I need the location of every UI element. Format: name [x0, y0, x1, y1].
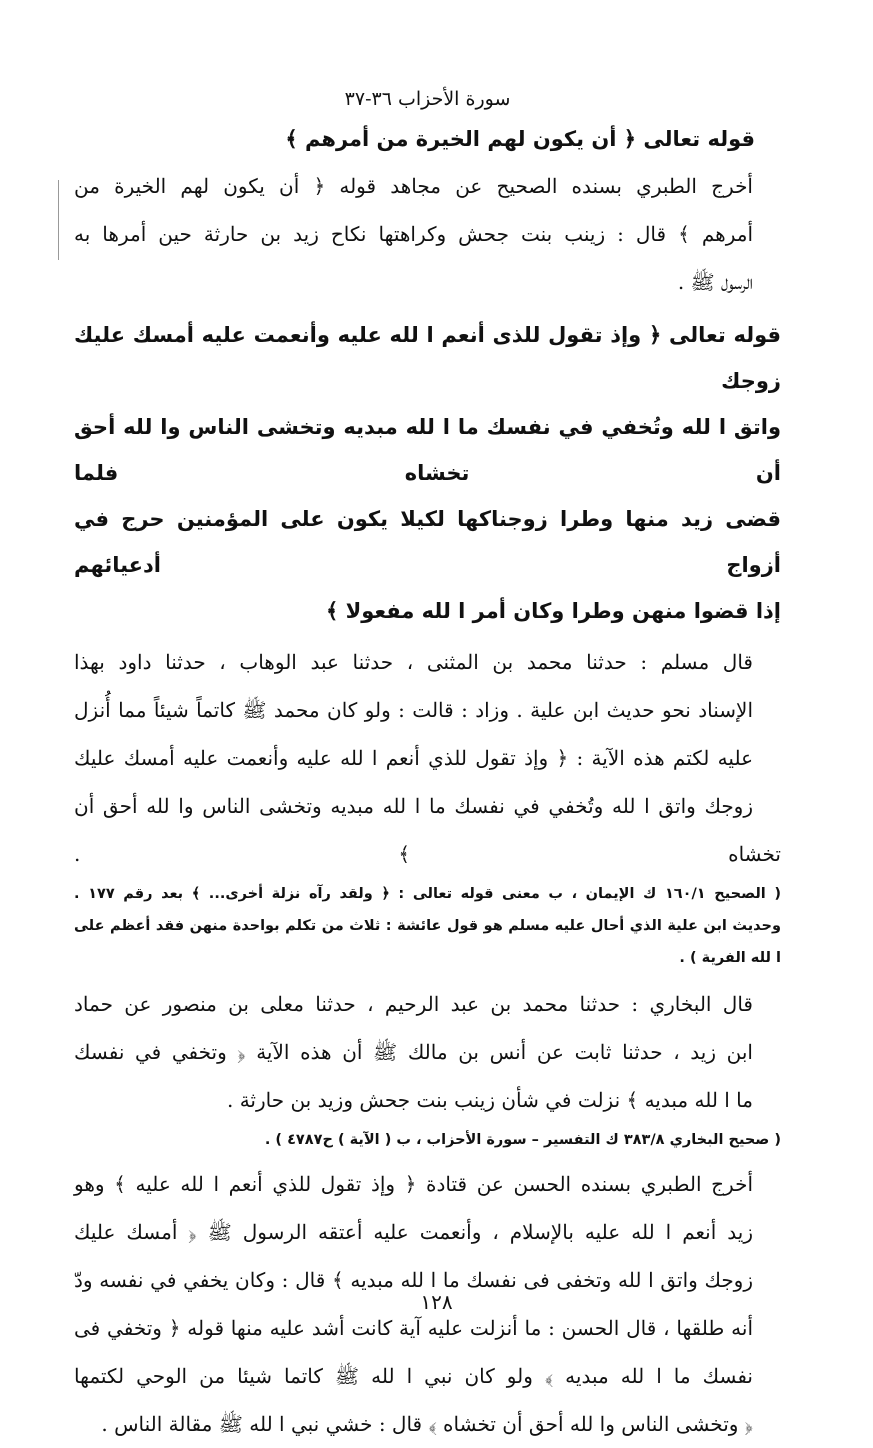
text-line: زيد أنعم ا لله عليه بالإسلام ، وأنعمت عليه أعتقه الرسول ﷺ ﴿ أمسك عليك	[74, 1220, 753, 1244]
heading-line: قضى زيد منها وطرا زوجناكها لكيلا يكون على المؤمنين حرج في أزواج أدعيائهم	[74, 507, 781, 577]
text-line: ابن زيد ، حدثنا ثابت عن أنس بن مالك ﷺ أن هذه الآية ﴿ وتخفي في نفسك	[74, 1040, 753, 1064]
ref-line: ( الصحيح ١٦٠/١ ك الإيمان ، ب معنى قوله تعالى : ﴿ ولقد رآه نزلة أخرى... ﴾ بعد رقم ١٧٧ .	[74, 886, 781, 902]
paragraph-muslim	[74, 638, 781, 878]
text-line: أنه طلقها ، قال الحسن : ما أنزلت عليه آية كانت أشد عليه منها قوله ﴿ وتخفي فى	[74, 1316, 753, 1340]
section-heading-1: قوله تعالى ﴿ أن يكون لهم الخيرة من أمرهم ﴾	[285, 127, 755, 151]
text-line: قال البخاري : حدثنا محمد بن عبد الرحيم ، حدثنا معلى بن منصور عن حماد	[74, 992, 753, 1016]
text-line: قال مسلم : حدثنا محمد بن المثنى ، حدثنا عبد الوهاب ، حدثنا داود بهذا	[74, 650, 753, 674]
text-line: ما ا لله مبديه ﴾ نزلت في شأن زينب بنت جحش وزيد بن حارثة .	[226, 1088, 753, 1112]
page-edge-mark	[58, 180, 59, 260]
text-line: نفسك ما ا لله مبديه ﴾ ولو كان نبي ا لله ﷺ كاتما شيئا من الوحي لكتمها	[74, 1364, 753, 1388]
text-line: أخرج الطبري بسنده الحسن عن قتادة ﴿ وإذ تقول للذي أنعم ا لله عليه ﴾ وهو	[74, 1172, 753, 1196]
reference-note-bukhari	[74, 1124, 781, 1156]
paragraph-bukhari	[74, 980, 781, 1124]
ref-line: وحديث ابن علية الذي أحال عليه مسلم هو قول عائشة : ثلاث من تكلم بواحدة منهن فقد أعظم على	[74, 918, 781, 934]
text-line: أمرهم ﴾ قال : زينب بنت جحش وكراهتها نكاح زيد بن حارثة حين أمرها به	[74, 222, 753, 246]
text-line: ﴿ وتخشى الناس وا لله أحق أن تخشاه ﴾ قال : خشي نبي ا لله ﷺ مقالة الناس .	[101, 1412, 753, 1436]
text-line: أخرج الطبري بسنده الصحيح عن مجاهد قوله ﴿ أن يكون لهم الخيرة من	[74, 174, 753, 198]
paragraph-tabari-mujahid	[74, 162, 781, 306]
running-header: سورة الأحزاب ٣٦-٣٧	[344, 88, 511, 110]
text-line: عليه لكتم هذه الآية : ﴿ وإذ تقول للذي أنعم ا لله عليه وأنعمت عليه أمسك عليك	[74, 746, 753, 770]
section-heading-2	[74, 312, 781, 634]
text-line: الرسول ﷺ .	[677, 270, 753, 294]
ref-line: ( صحيح البخاري ٣٨٣/٨ ك التفسير – سورة الأحزاب ، ب ( الآية ) ح٤٧٨٧ ) .	[264, 1132, 781, 1148]
text-line: الإسناد نحو حديث ابن علية . وزاد : قالت : ولو كان محمد ﷺ كاتماً شيئاً مما أُنزل	[74, 698, 753, 722]
text-line: زوجك واتق ا لله وتخفى فى نفسك ما ا لله مبديه ﴾ قال : وكان يخفي في نفسه ودّ	[74, 1268, 753, 1292]
heading-line: واتق ا لله وتُخفي في نفسك ما ا لله مبديه وتخشى الناس وا لله أحق أن تخشاه فلما	[74, 415, 781, 485]
page-number: ١٢٨	[420, 1290, 453, 1314]
reference-note-muslim	[74, 878, 781, 974]
ref-line: ا لله الفرية ) .	[679, 950, 781, 966]
text-line: زوجك واتق ا لله وتُخفي في نفسك ما ا لله مبديه وتخشى الناس وا لله أحق أن تخشاه ﴾ .	[74, 794, 781, 866]
heading-line: قوله تعالى ﴿ وإذ تقول للذى أنعم ا لله عليه وأنعمت عليه أمسك عليك زوجك	[74, 323, 781, 393]
heading-line: إذا قضوا منهن وطرا وكان أمر ا لله مفعولا ﴾	[325, 599, 781, 623]
